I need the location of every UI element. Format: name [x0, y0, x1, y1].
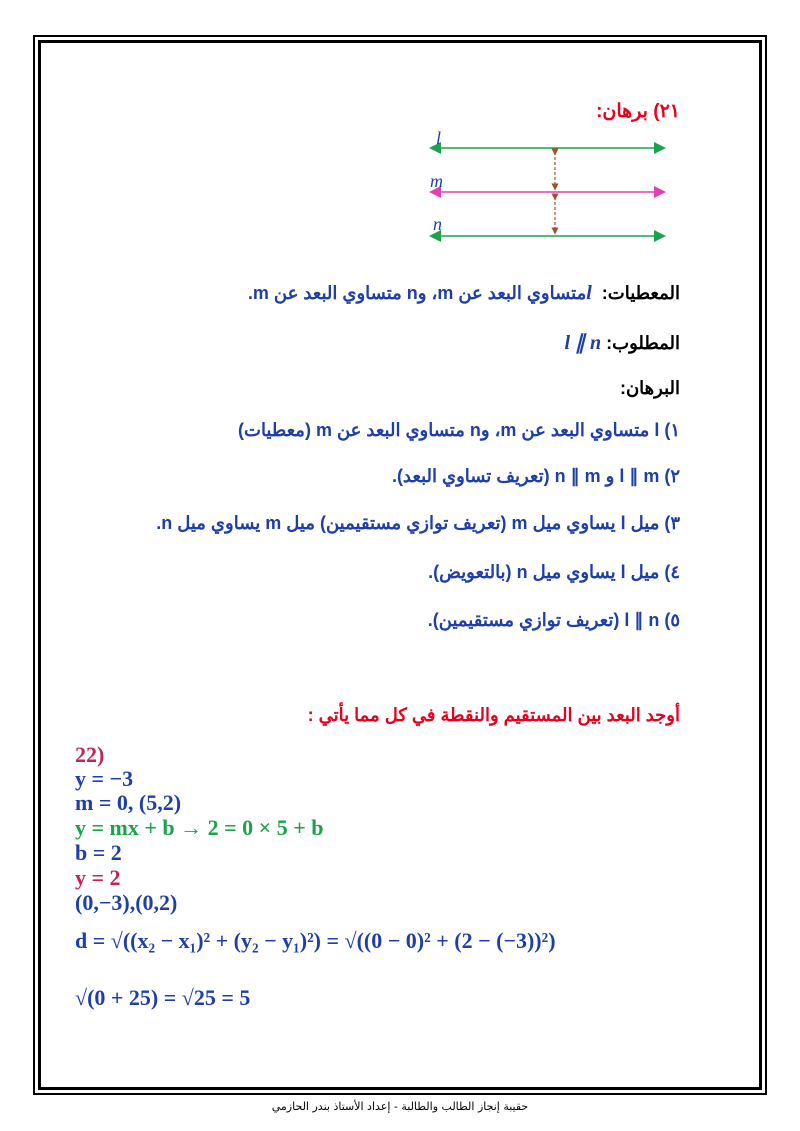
proof-step-3: ٣) ميل l يساوي ميل m (تعريف توازي مستقيمين) ميل m يساوي ميل n. [156, 513, 680, 533]
prove-text: l ∥ n [564, 332, 602, 354]
eq-line-8-result: √(0 + 25) = √25 = 5 [75, 985, 251, 1010]
proof-step-5: ٥) l ∥ n (تعريف توازي مستقيمين). [427, 610, 680, 630]
problem-22-number: 22) [75, 742, 105, 767]
label-m: m [430, 171, 443, 191]
given-text: متساوي البعد عن m، وn متساوي البعد عن m. [247, 283, 587, 303]
footer-text: حقيبة إنجاز الطالب والطالبة - إعداد الأستاذ بندر الحازمي [271, 1100, 529, 1113]
proof-step-1: ١) l متساوي البعد عن m، وn متساوي البعد عن m (معطيات) [238, 420, 680, 440]
eq-line-6: (0,−3),(0,2) [75, 890, 178, 915]
section-heading: أوجد البعد بين المستقيم والنقطة في كل مما يأتي : [307, 705, 680, 725]
prove-line [564, 330, 680, 355]
eq-line-1: y = −3 [75, 766, 134, 791]
label-n: n [433, 214, 442, 234]
eq-line-2: m = 0, (5,2) [75, 790, 182, 815]
parallel-lines-diagram [0, 120, 800, 380]
eq-line-7-distance: d = √((x₂ − x₁)² + (y₂ − y₁)²) = √((0 − 0)² + (2 − (−3))²) [75, 928, 556, 953]
eq-line-3: y = mx + b → 2 = 0 × 5 + b [75, 815, 324, 840]
given-label: المعطيات: [601, 283, 680, 303]
problem-21-title: ٢١) برهان: [596, 101, 680, 122]
proof-label: البرهان: [619, 378, 680, 398]
proof-step-2: ٢) l ∥ m و n ∥ m (تعريف تساوي البعد). [391, 466, 680, 486]
prove-label: المطلوب: [606, 333, 680, 353]
eq-line-4: b = 2 [75, 840, 122, 865]
given-line: المعطيات: l متساوي البعد عن m، وn متساوي البعد عن m. [247, 282, 680, 304]
label-l: l [436, 128, 442, 148]
proof-step-4: ٤) ميل l يساوي ميل n (بالتعويض). [428, 562, 680, 582]
eq-line-5: y = 2 [75, 865, 121, 890]
